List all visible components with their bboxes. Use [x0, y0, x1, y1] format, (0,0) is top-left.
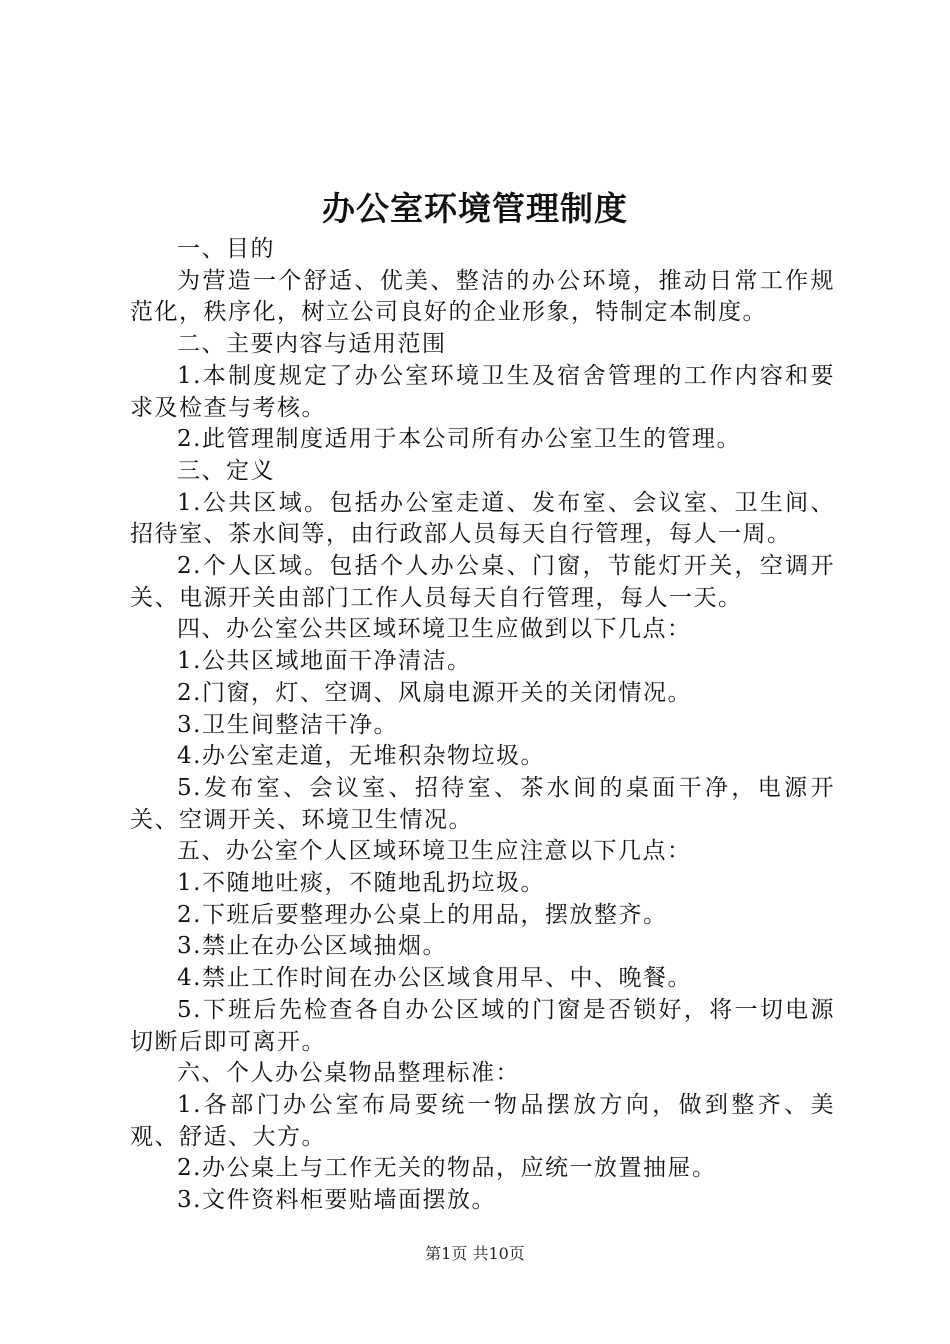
document-title: 办公室环境管理制度 [322, 189, 628, 228]
list-item: 3.卫生间整洁干净。 [177, 711, 398, 738]
list-item: 5.发布室、会议室、招待室、茶水间的桌面干净，电源开关、空调开关、环境卫生情况。 [130, 774, 835, 833]
list-item: 2.办公桌上与工作无关的物品，应统一放置抽屉。 [177, 1155, 717, 1182]
section-heading: 六、个人办公桌物品整理标准： [177, 1060, 520, 1087]
page-number-footer: 第1页 共10页 [425, 1244, 525, 1263]
list-item: 5.下班后先检查各自办公区域的门窗是否锁好，将一切电源切断后即可离开。 [130, 996, 835, 1055]
section-heading: 三、定义 [177, 457, 275, 484]
section-heading: 四、办公室公共区域环境卫生应做到以下几点： [177, 616, 692, 643]
list-item: 3.文件资料柜要贴墙面摆放。 [177, 1187, 496, 1214]
list-item: 2.此管理制度适用于本公司所有办公室卫生的管理。 [177, 426, 741, 453]
section-heading: 一、目的 [177, 236, 275, 262]
list-item: 3.禁止在办公区域抽烟。 [177, 933, 447, 960]
paragraph: 为营造一个舒适、优美、整洁的办公环境，推动日常工作规范化，秩序化，树立公司良好的企业形象，特制定本制度。 [130, 267, 835, 326]
list-item: 1.不随地吐痰，不随地乱扔垃圾。 [177, 870, 545, 897]
list-item: 4.办公室走道，无堆积杂物垃圾。 [177, 743, 545, 770]
list-item: 2.个人区域。包括个人办公桌、门窗，节能灯开关，空调开关、电源开关由部门工作人员每天自行管理，每人一天。 [130, 553, 835, 611]
list-item: 1.各部门办公室布局要统一物品摆放方向，做到整齐、美观、舒适、大方。 [130, 1091, 835, 1150]
list-item: 2.下班后要整理办公桌上的用品，摆放整齐。 [177, 901, 668, 928]
list-item: 1.公共区域。包括办公室走道、发布室、会议室、卫生间、招待室、茶水间等，由行政部人员每天自行管理，每人一周。 [130, 489, 835, 548]
list-item: 1.本制度规定了办公室环境卫生及宿舍管理的工作内容和要求及检查与考核。 [130, 362, 835, 421]
section-heading: 五、办公室个人区域环境卫生应注意以下几点： [177, 838, 692, 865]
list-item: 1.公共区域地面干净清洁。 [177, 648, 472, 675]
section-heading: 二、主要内容与适用范围 [177, 331, 447, 358]
document-body [130, 234, 835, 1217]
list-item: 4.禁止工作时间在办公区域食用早、中、晚餐。 [177, 965, 692, 992]
list-item: 2.门窗，灯、空调、风扇电源开关的关闭情况。 [177, 679, 692, 706]
